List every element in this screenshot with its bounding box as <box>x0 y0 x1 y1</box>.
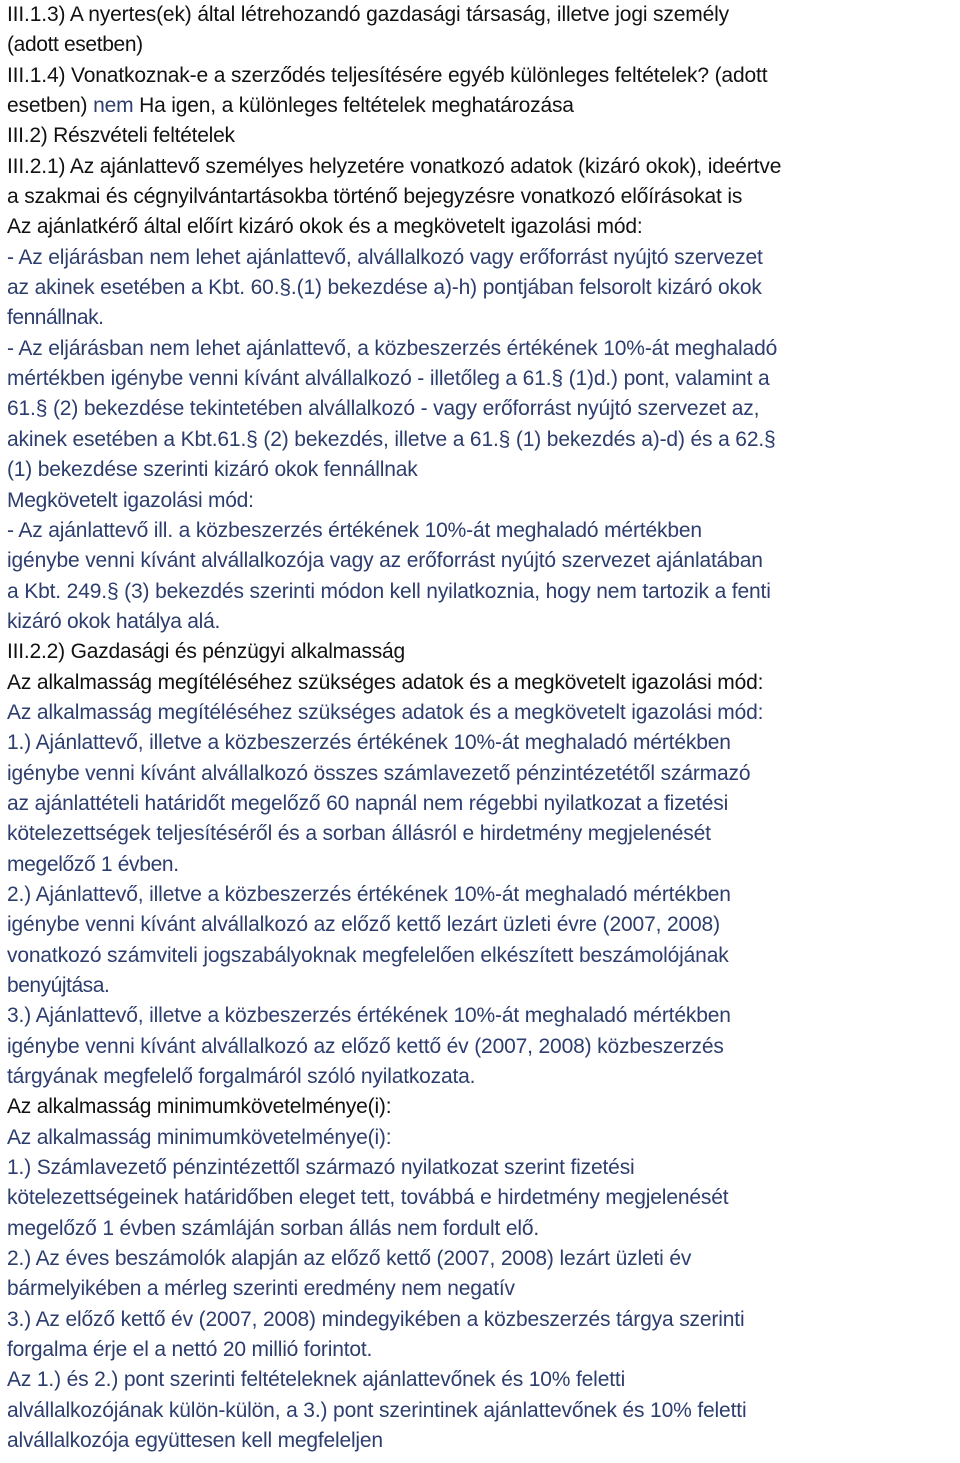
label-text: III.2.2) Gazdasági és pénzügyi alkalmasság <box>7 640 406 664</box>
text-line <box>7 1335 957 1365</box>
text-line <box>7 91 957 121</box>
text-line <box>7 850 957 880</box>
value-text: 3.) Az előző kettő év (2007, 2008) mindegyikében a közbeszerzés tárgya szerinti <box>7 1307 745 1331</box>
text-line <box>7 698 957 728</box>
text-line <box>7 1001 957 1031</box>
text-line <box>7 303 957 333</box>
value-text: 1.) Ajánlattevő, illetve a közbeszerzés értékének 10%-át meghaladó mértékben <box>7 731 731 755</box>
label-text: Az ajánlatkérő által előírt kizáró okok és a megkövetelt igazolási mód: <box>7 215 643 239</box>
text-line <box>7 486 957 516</box>
value-text: az akinek esetében a Kbt. 60.§.(1) bekezdése a)-h) pontjában felsorolt kizáró okok <box>7 276 762 300</box>
text-line <box>7 941 957 971</box>
value-text: vonatkozó számviteli jogszabályoknak megfelelően elkészített beszámolójának <box>7 943 729 967</box>
value-text: 2.) Az éves beszámolók alapján az előző kettő (2007, 2008) lezárt üzleti év <box>7 1247 692 1271</box>
text-line <box>7 212 957 242</box>
value-text: akinek esetében a Kbt.61.§ (2) bekezdés, illetve a 61.§ (1) bekezdés a)-d) és a 62.§ <box>7 427 776 451</box>
value-text: 3.) Ajánlattevő, illetve a közbeszerzés értékének 10%-át meghaladó mértékben <box>7 1004 731 1028</box>
text-line <box>7 607 957 637</box>
label-text: III.1.3) A nyertes(ek) által létrehozandó gazdasági társaság, illetve jogi személy <box>7 3 730 26</box>
label-text: (adott esetben) <box>7 33 143 57</box>
value-text: alvállalkozója együttesen kell megfeleljen <box>7 1429 383 1453</box>
text-line <box>7 789 957 819</box>
text-line <box>7 546 957 576</box>
value-text: fennállnak. <box>7 306 104 330</box>
value-text: - Az eljárásban nem lehet ajánlattevő, a közbeszerzés értékének 10%-át meghaladó <box>7 336 778 360</box>
label-text: esetben) <box>7 94 94 118</box>
text-line <box>7 1032 957 1062</box>
value-text: igénybe venni kívánt alvállalkozó összes számlavezető pénzintézetétől származó <box>7 761 751 785</box>
text-line <box>7 1365 957 1395</box>
text-line <box>7 425 957 455</box>
text-line <box>7 1183 957 1213</box>
text-line <box>7 759 957 789</box>
label-text: a szakmai és cégnyilvántartásokba történő bejegyzésre vonatkozó előírásokat is <box>7 185 743 209</box>
text-line <box>7 728 957 758</box>
value-text: 2.) Ajánlattevő, illetve a közbeszerzés értékének 10%-át meghaladó mértékben <box>7 882 731 906</box>
value-text: - Az ajánlattevő ill. a közbeszerzés értékének 10%-át meghaladó mértékben <box>7 518 702 542</box>
value-text: Az alkalmasság minimumkövetelménye(i): <box>7 1125 392 1149</box>
value-text: benyújtása. <box>7 974 110 997</box>
text-line <box>7 0 957 30</box>
value-text: (1) bekezdése szerinti kizáró okok fennállnak <box>7 458 418 482</box>
value-text: tárgyának megfelelő forgalmáról szóló nyilatkozata. <box>7 1065 476 1089</box>
value-text: Az 1.) és 2.) pont szerinti feltételeknek ajánlattevőnek és 10% feletti <box>7 1368 626 1392</box>
label-text: Az alkalmasság minimumkövetelménye(i): <box>7 1095 392 1119</box>
text-line <box>7 880 957 910</box>
text-line <box>7 910 957 940</box>
text-line <box>7 577 957 607</box>
text-line <box>7 334 957 364</box>
label-text: Az alkalmasság megítéléséhez szükséges adatok és a megkövetelt igazolási mód: <box>7 670 764 694</box>
text-line <box>7 1214 957 1244</box>
text-line <box>7 182 957 212</box>
value-text: bármelyikében a mérleg szerinti eredmény nem negatív <box>7 1277 515 1301</box>
text-line <box>7 273 957 303</box>
text-line <box>7 152 957 182</box>
value-text: a Kbt. 249.§ (3) bekezdés szerinti módon kell nyilatkoznia, hogy nem tartozik a fenti <box>7 579 771 603</box>
text-line <box>7 394 957 424</box>
value-text: kötelezettségek teljesítéséről és a sorban állásról e hirdetmény megjelenését <box>7 822 711 846</box>
text-line <box>7 455 957 485</box>
label-text: III.2.1) Az ajánlattevő személyes helyzetére vonatkozó adatok (kizáró okok), ideértve <box>7 154 782 178</box>
text-line <box>7 243 957 273</box>
value-text: alvállalkozójának külön-külön, a 3.) pont szerintinek ajánlattevőnek és 10% feletti <box>7 1398 747 1422</box>
value-text: igénybe venni kívánt alvállalkozó az előző kettő lezárt üzleti évre (2007, 2008) <box>7 913 720 937</box>
text-line <box>7 819 957 849</box>
text-line <box>7 1274 957 1304</box>
value-text: 1.) Számlavezető pénzintézettől származó nyilatkozat szerint fizetési <box>7 1156 635 1180</box>
text-line <box>7 1153 957 1183</box>
value-text: igénybe venni kívánt alvállalkozó az előző kettő év (2007, 2008) közbeszerzés <box>7 1034 724 1058</box>
text-line <box>7 971 957 1001</box>
text-line <box>7 1244 957 1274</box>
value-text: igénybe venni kívánt alvállalkozója vagy az erőforrást nyújtó szervezet ajánlatában <box>7 549 763 573</box>
value-text: forgalma érje el a nettó 20 millió forintot. <box>7 1338 373 1362</box>
text-line <box>7 1092 957 1122</box>
value-text: megelőző 1 évben. <box>7 852 179 876</box>
value-text: kizáró okok hatálya alá. <box>7 609 221 633</box>
value-text: kötelezettségeinek határidőben eleget tett, továbbá e hirdetmény megjelenését <box>7 1186 729 1210</box>
label-text: Ha igen, a különleges feltételek meghatározása <box>133 94 574 118</box>
text-line <box>7 1396 957 1426</box>
text-line <box>7 1305 957 1335</box>
document-body <box>7 0 957 1457</box>
value-text: - Az eljárásban nem lehet ajánlattevő, alvállalkozó vagy erőforrást nyújtó szervezet <box>7 245 763 269</box>
label-text: III.2) Részvételi feltételek <box>7 124 235 148</box>
text-line <box>7 30 957 60</box>
text-line <box>7 1426 957 1456</box>
value-text: Megkövetelt igazolási mód: <box>7 488 254 512</box>
text-line <box>7 364 957 394</box>
value-text: megelőző 1 évben számláján sorban állás nem fordult elő. <box>7 1216 540 1240</box>
value-text: mértékben igénybe venni kívánt alvállalkozó - illetőleg a 61.§ (1)d.) pont, valamint a <box>7 367 770 391</box>
text-line <box>7 61 957 91</box>
text-line <box>7 1123 957 1153</box>
text-line <box>7 121 957 151</box>
text-line <box>7 1062 957 1092</box>
value-text: az ajánlattételi határidőt megelőző 60 napnál nem régebbi nyilatkozat a fizetési <box>7 791 729 815</box>
text-line <box>7 516 957 546</box>
text-line <box>7 637 957 667</box>
value-text: nem <box>93 94 134 118</box>
value-text: 61.§ (2) bekezdése tekintetében alvállalkozó - vagy erőforrást nyújtó szervezet az, <box>7 397 760 421</box>
label-text: III.1.4) Vonatkoznak-e a szerződés teljesítésére egyéb különleges feltételek? (adott <box>7 63 768 87</box>
value-text: Az alkalmasság megítéléséhez szükséges adatok és a megkövetelt igazolási mód: <box>7 700 764 724</box>
text-line <box>7 668 957 698</box>
